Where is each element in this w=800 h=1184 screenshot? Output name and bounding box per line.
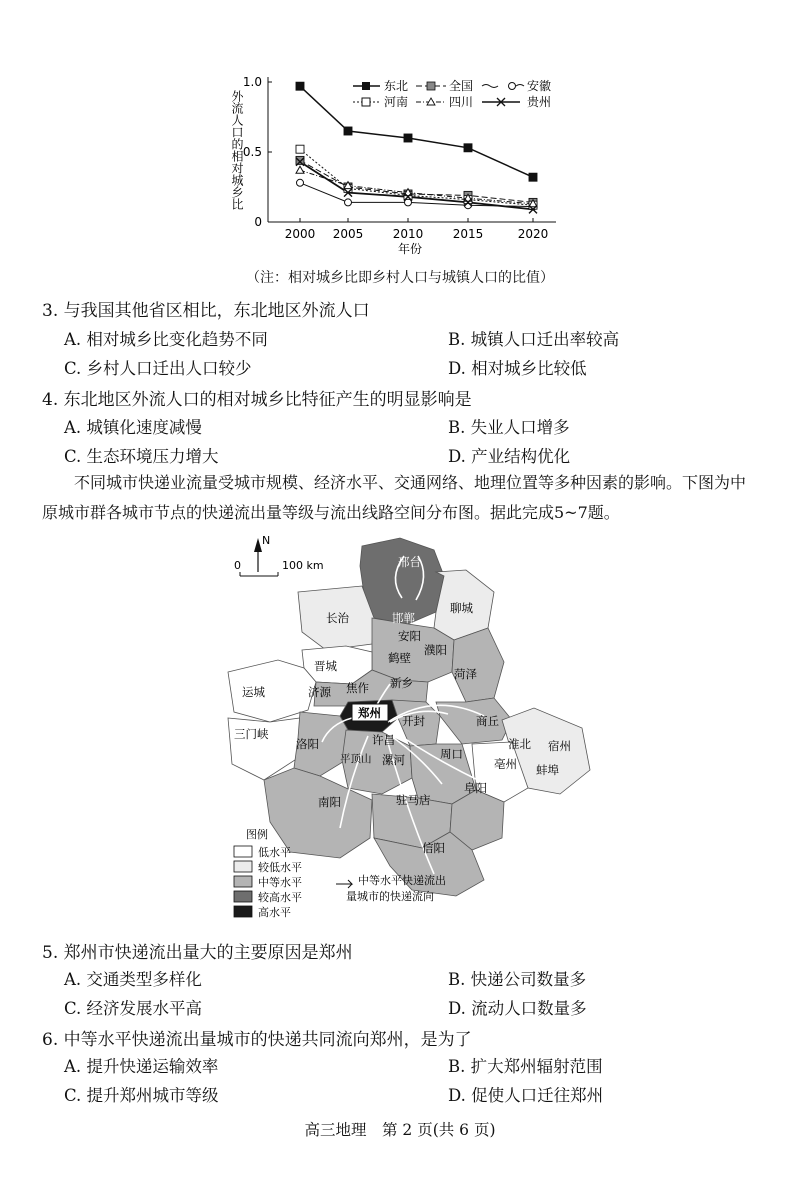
data-point-河南-2000: [296, 145, 304, 153]
city-yuncheng: 运城: [242, 685, 265, 699]
city-liaocheng: 聊城: [450, 601, 473, 615]
city-nanyang: 南阳: [318, 795, 341, 809]
legend-low: 低水平: [258, 846, 291, 859]
data-point-东北-2010: [404, 134, 412, 142]
svg-text:100 km: 100 km: [282, 559, 324, 572]
data-point-安徽-2000: [297, 179, 304, 186]
legend-anhui: 安徽: [527, 79, 552, 93]
data-point-东北-2005: [344, 127, 352, 135]
city-jiaozuo: 焦作: [346, 681, 369, 695]
q3-option-a[interactable]: A. 相对城乡比变化趋势不同: [64, 330, 268, 349]
legend-dongbei: 东北: [384, 79, 409, 93]
q6-option-b[interactable]: B. 扩大郑州辐射范围: [448, 1057, 603, 1076]
chart-note: （注：相对城乡比即乡村人口与城镇人口的比值）: [246, 270, 554, 286]
x-tick-label: 2005: [332, 227, 364, 241]
legend-quanguo: 全国: [449, 79, 474, 93]
city-puyang: 濮阳: [424, 643, 447, 657]
city-handan: 邯郸: [392, 611, 415, 625]
legend-sichuan: 四川: [449, 95, 474, 109]
q5-option-a[interactable]: A. 交通类型多样化: [64, 970, 202, 989]
city-shangqiu: 商丘: [476, 714, 499, 728]
legend-arrow-line1: 中等水平快递流出: [358, 874, 446, 887]
series-line-安徽: [300, 183, 533, 207]
svg-text:N: N: [262, 534, 271, 547]
q3-stem: 3. 与我国其他省区相比，东北地区外流人口: [42, 301, 370, 321]
line-chart: [220, 62, 600, 262]
chart-xlabel: 年份: [397, 242, 423, 256]
q5-option-d[interactable]: D. 流动人口数量多: [448, 999, 587, 1018]
data-point-东北-2015: [464, 144, 472, 152]
passage: 不同城市快递业流量受城市规模、经济水平、交通网络、地理位置等多种因素的影响。下图为中原城市群各城市节点的快递流出量等级与流出线路空间分布图。据此完成5~7题。: [42, 473, 747, 522]
chart-legend: [353, 78, 551, 109]
city-luohe: 漯河: [382, 753, 405, 767]
q4-option-c[interactable]: C. 生态环境压力增大: [64, 447, 219, 466]
city-zhengzhou: 郑州: [358, 706, 381, 720]
city-bengbu: 蚌埠: [536, 763, 559, 777]
city-fuyang: 阜阳: [464, 781, 487, 795]
x-tick-label: 2015: [452, 227, 484, 241]
q6-option-c[interactable]: C. 提升郑州城市等级: [64, 1086, 219, 1105]
q5-option-b[interactable]: B. 快递公司数量多: [448, 970, 587, 989]
q3-option-d[interactable]: D. 相对城乡比较低: [448, 359, 587, 378]
city-sanmenxia: 三门峡: [234, 727, 269, 741]
city-xinxiang: 新乡: [390, 676, 413, 690]
page-footer: 高三地理 第 2 页(共 6 页): [304, 1121, 496, 1139]
q6-option-a[interactable]: A. 提升快递运输效率: [64, 1057, 219, 1076]
city-xinyang: 信阳: [422, 841, 445, 855]
legend-high: 高水平: [258, 906, 291, 919]
legend-higher: 较高水平: [258, 891, 302, 904]
city-changzhi: 长治: [326, 611, 349, 625]
city-jincheng: 晋城: [314, 659, 337, 673]
svg-text:图例: 图例: [246, 828, 268, 841]
city-xingtai: 邢台: [398, 555, 421, 569]
y-tick-label: 0: [254, 215, 262, 229]
q3-option-c[interactable]: C. 乡村人口迁出人口较少: [64, 359, 252, 378]
data-point-全国-2000: [296, 156, 304, 164]
chart-ylabel: 外流人口的相对城乡比: [230, 90, 244, 210]
city-pingdingshan: 平顶山: [340, 753, 372, 765]
city-suzhou: 宿州: [548, 739, 571, 753]
q3-option-b[interactable]: B. 城镇人口迁出率较高: [448, 330, 620, 349]
legend-lower: 较低水平: [258, 861, 302, 874]
legend-arrow-line2: 量城市的快递流向: [346, 890, 434, 903]
q4-stem: 4. 东北地区外流人口的相对城乡比特征产生的明显影响是: [42, 390, 472, 410]
legend-guizhou: 贵州: [527, 95, 552, 109]
express-flow-map: [222, 532, 594, 924]
x-tick-label: 2010: [392, 227, 424, 241]
city-jiyuan: 济源: [308, 685, 331, 699]
svg-text:0: 0: [234, 559, 241, 572]
legend-medium: 中等水平: [258, 876, 302, 889]
x-tick-label: 2020: [517, 227, 549, 241]
x-tick-label: 2000: [284, 227, 316, 241]
region-heze[interactable]: [452, 628, 504, 702]
series-line-四川: [300, 170, 533, 204]
y-tick-label: 0.5: [242, 145, 262, 159]
q4-option-a[interactable]: A. 城镇化速度减慢: [64, 418, 202, 437]
city-huaibei: 淮北: [508, 737, 531, 751]
city-kaifeng: 开封: [402, 714, 425, 728]
city-anyang: 安阳: [398, 629, 421, 643]
scale-bar: [234, 559, 324, 576]
q6-option-d[interactable]: D. 促使人口迁往郑州: [448, 1086, 604, 1105]
north-arrow: [254, 534, 270, 572]
city-bozhou: 亳州: [494, 757, 517, 771]
legend-henan: 河南: [384, 95, 409, 109]
q5-option-c[interactable]: C. 经济发展水平高: [64, 999, 203, 1018]
data-point-东北-2000: [296, 82, 304, 90]
q4-option-d[interactable]: D. 产业结构优化: [448, 447, 571, 466]
data-point-东北-2020: [529, 173, 537, 181]
city-heze: 菏泽: [454, 667, 477, 681]
data-point-安徽-2005: [345, 199, 352, 206]
city-luoyang: 洛阳: [296, 737, 319, 751]
city-hebi: 鹤壁: [388, 651, 411, 665]
city-xuchang: 许昌: [372, 733, 395, 747]
city-zhumadian: 驻马店: [396, 793, 431, 807]
data-point-四川-2000: [296, 166, 304, 173]
q5-stem: 5. 郑州市快递流出量大的主要原因是郑州: [42, 943, 353, 963]
q4-option-b[interactable]: B. 失业人口增多: [448, 418, 570, 437]
series-line-全国: [300, 160, 533, 202]
q6-stem: 6. 中等水平快递流出量城市的快递共同流向郑州，是为了: [42, 1030, 472, 1050]
y-tick-label: 1.0: [242, 75, 262, 89]
city-zhoukou: 周口: [440, 747, 463, 761]
